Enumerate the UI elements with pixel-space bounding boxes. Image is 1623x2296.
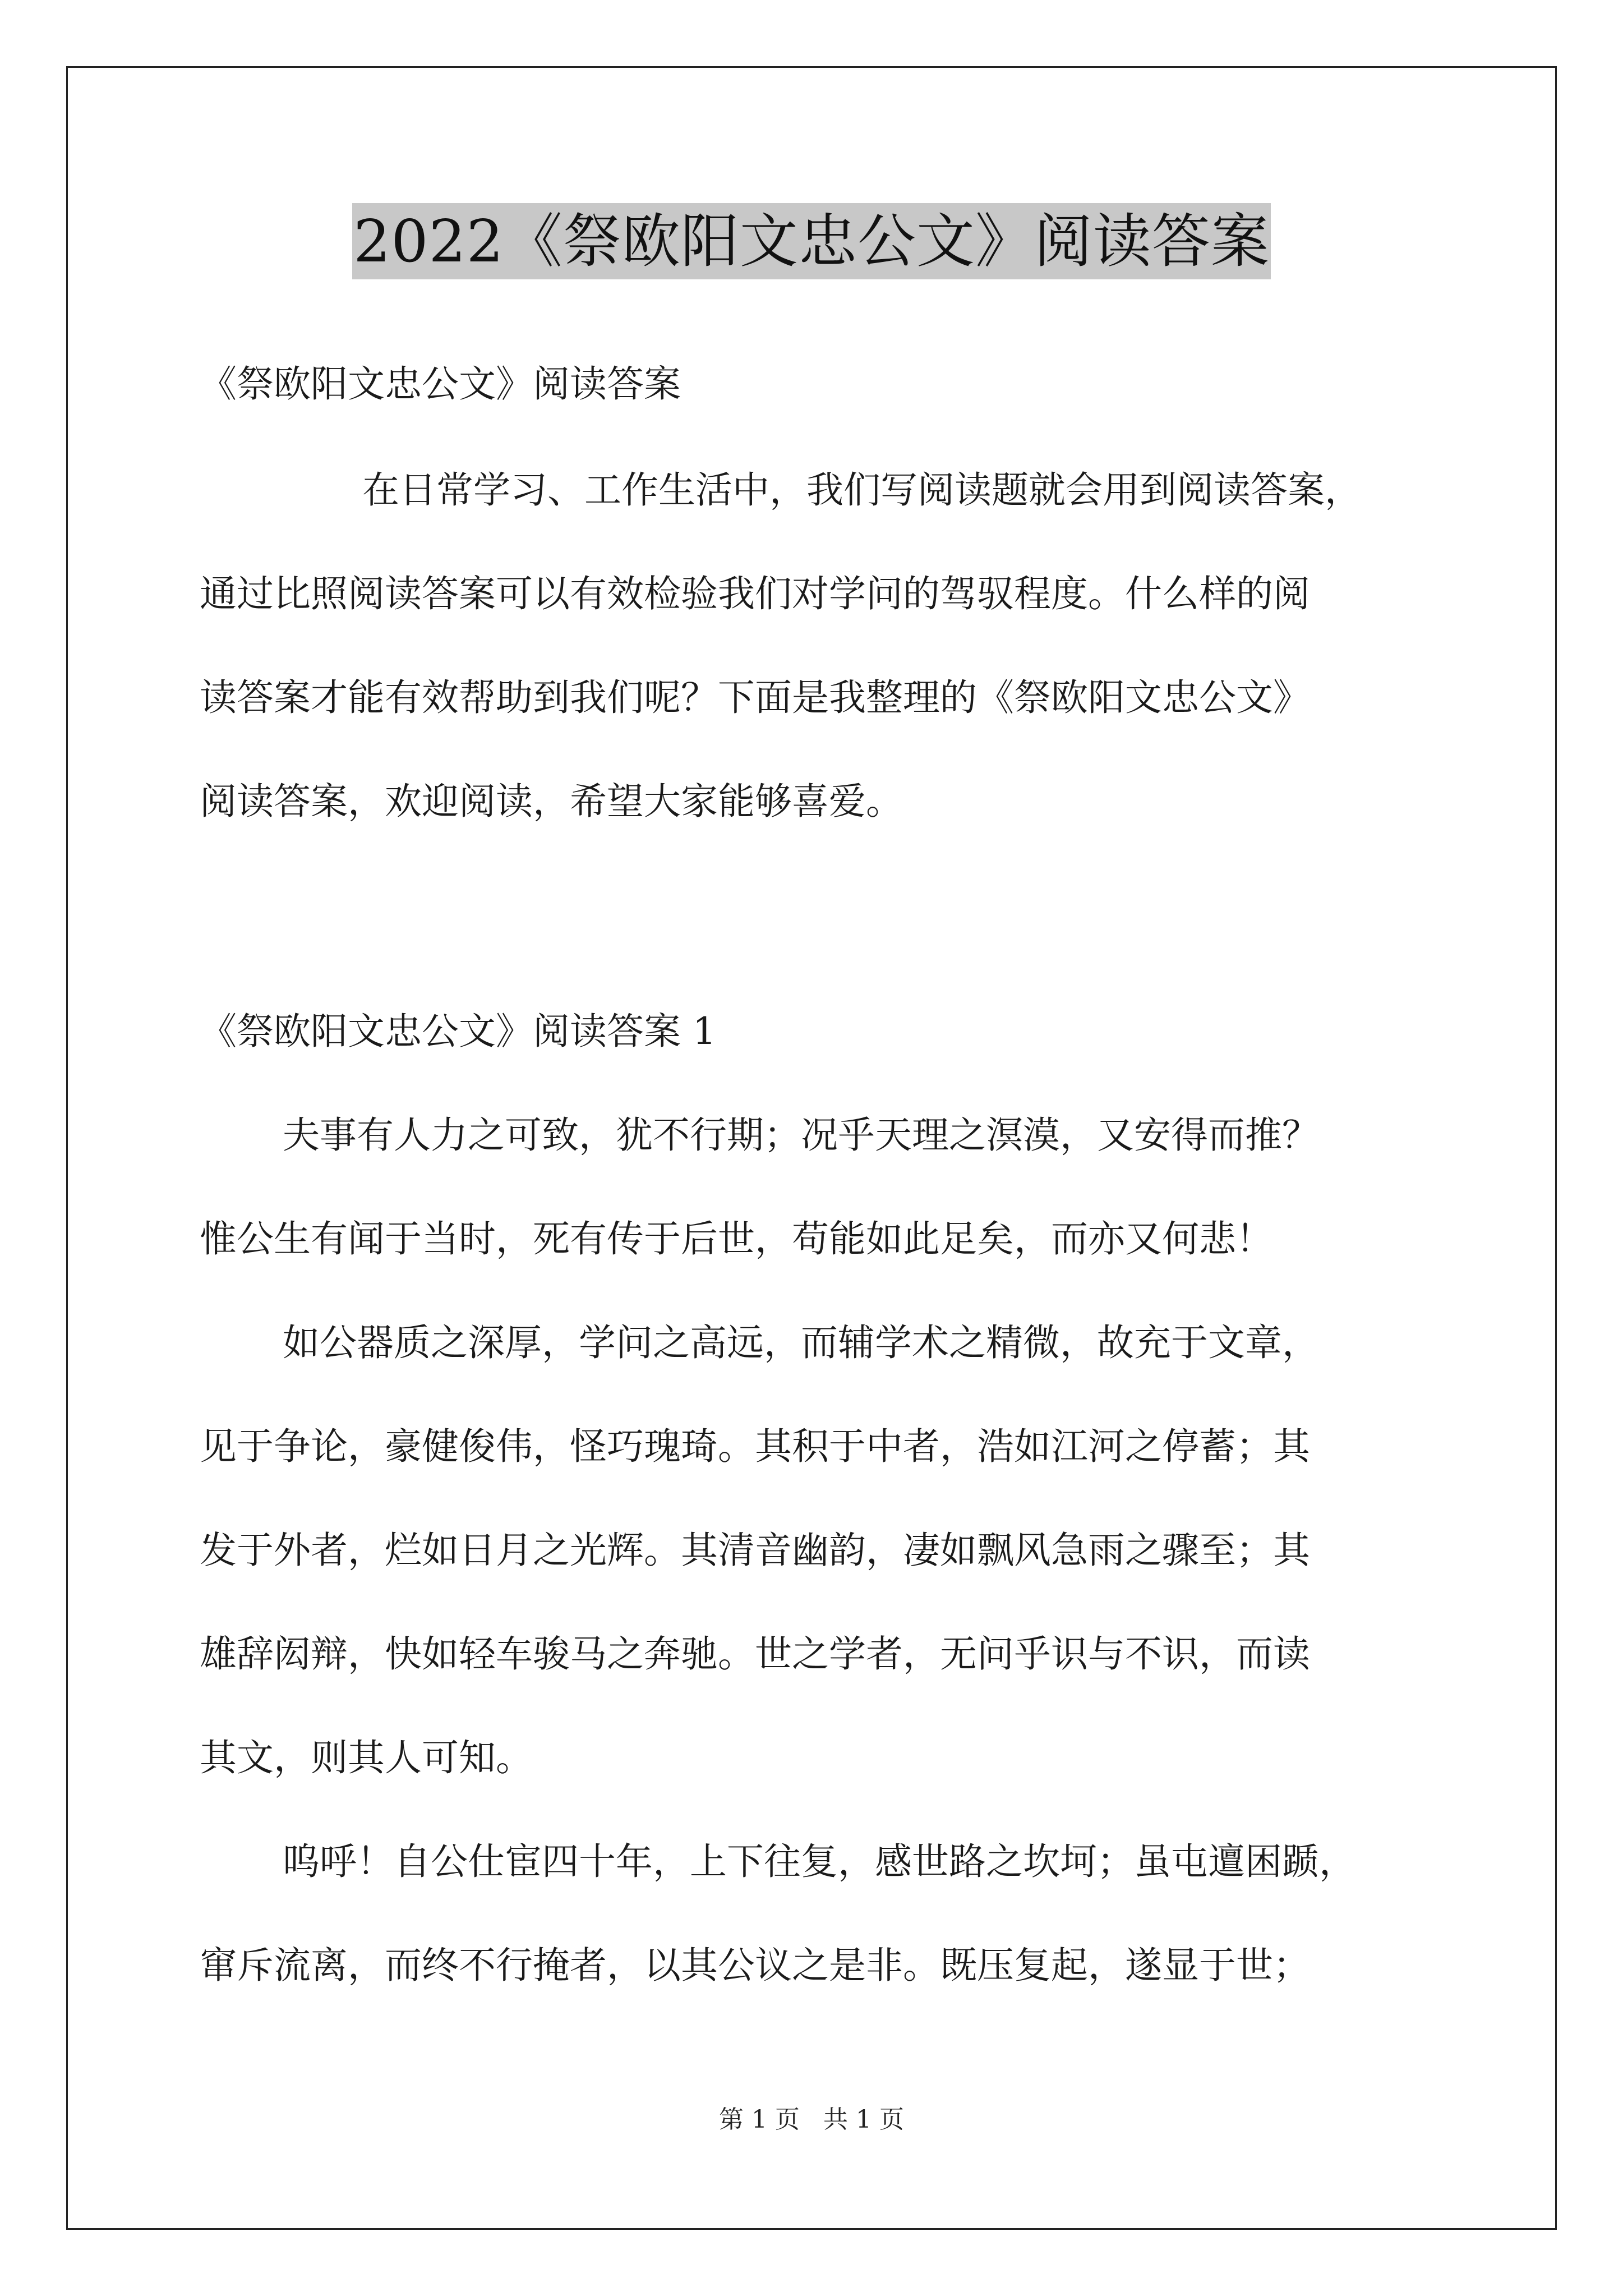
page-footer <box>0 2099 1623 2135</box>
paragraph2-line-4: 雄辞闳辩，快如轻车骏马之奔驰。世之学者，无问乎识与不识，而读 <box>200 1632 1310 1676</box>
section-heading: 《祭欧阳文忠公文》阅读答案 1 <box>200 1010 716 1053</box>
intro-line-3: 读答案才能有效帮助到我们呢？下面是我整理的《祭欧阳文忠公文》 <box>200 676 1310 719</box>
paragraph2-line-3: 发于外者，烂如日月之光辉。其清音幽韵，凄如飘风急雨之骤至；其 <box>200 1529 1310 1572</box>
paragraph3-line-1: 呜呼！自公仕宦四十年，上下往复，感世路之坎坷；虽屯邅困踬， <box>283 1840 1356 1883</box>
paragraph2-line-5: 其文，则其人可知。 <box>200 1736 533 1779</box>
paragraph2-line-2: 见于争论，豪健俊伟，怪巧瑰琦。其积于中者，浩如江河之停蓄；其 <box>200 1425 1310 1468</box>
paragraph1-line-2: 惟公生有闻于当时，死有传于后世，苟能如此足矣，而亦又何悲！ <box>200 1217 1273 1260</box>
document-title: 2022《祭欧阳文忠公文》阅读答案 <box>352 203 1271 279</box>
document-subtitle: 《祭欧阳文忠公文》阅读答案 <box>200 362 681 406</box>
intro-line-4: 阅读答案，欢迎阅读，希望大家能够喜爱。 <box>200 780 903 823</box>
paragraph2-line-1: 如公器质之深厚，学问之高远，而辅学术之精微，故充于文章， <box>283 1321 1319 1364</box>
title-container <box>0 203 1623 279</box>
intro-line-2: 通过比照阅读答案可以有效检验我们对学问的驾驭程度。什么样的阅 <box>200 572 1310 615</box>
paragraph3-line-2: 窜斥流离，而终不行掩者，以其公议之是非。既压复起，遂显于世； <box>200 1944 1310 1987</box>
page-number-current: 第 1 页 <box>719 2105 800 2134</box>
page-number-total: 共 1 页 <box>823 2105 904 2134</box>
intro-line-1: 在日常学习、工作生活中，我们写阅读题就会用到阅读答案， <box>362 468 1362 512</box>
paragraph1-line-1: 夫事有人力之可致，犹不行期；况乎天理之溟漠，又安得而推？ <box>283 1114 1319 1157</box>
